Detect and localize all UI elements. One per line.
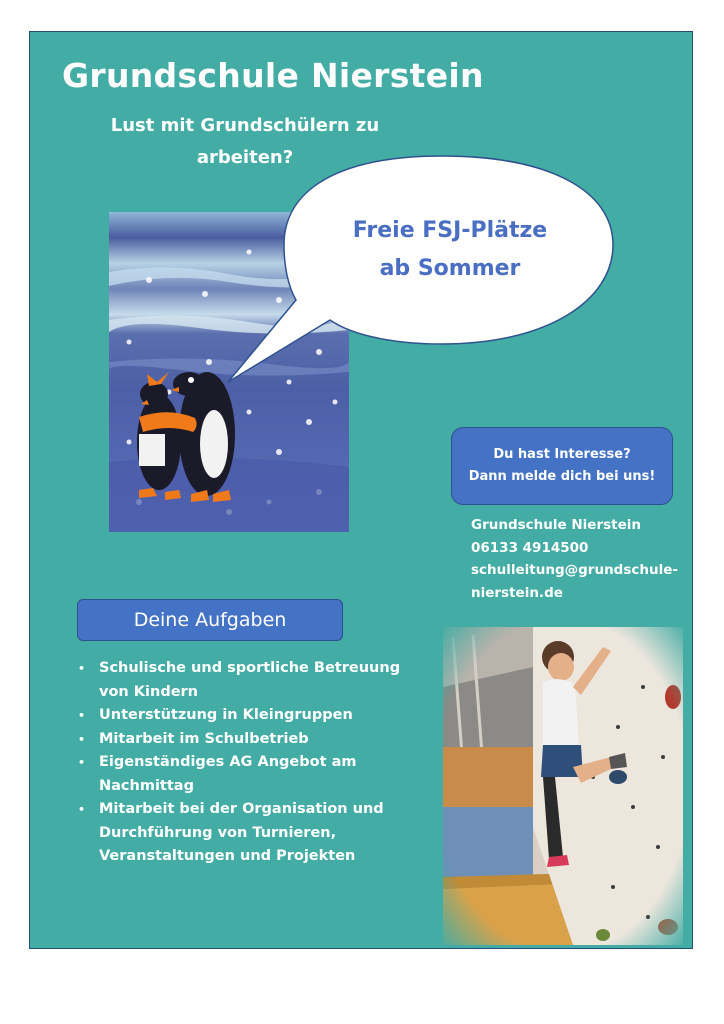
address-email-line-2[interactable]: nierstein.de xyxy=(471,584,563,601)
contact-line-2: Dann melde dich bei uns! xyxy=(468,469,656,484)
task-item xyxy=(78,657,418,704)
bullet-icon: • xyxy=(78,756,86,769)
task-item xyxy=(78,728,418,752)
bubble-line-1: Freie FSJ-Plätze xyxy=(352,218,548,243)
task-item xyxy=(78,751,418,798)
task-text: von Kindern xyxy=(99,683,199,700)
subtitle-line-2: arbeiten? xyxy=(196,147,294,168)
task-text: Mitarbeit im Schulbetrieb xyxy=(99,730,309,747)
address-email-line-1[interactable]: schulleitung@grundschule- xyxy=(471,562,678,578)
contact-callout-box xyxy=(451,427,673,505)
task-text: Nachmittag xyxy=(99,777,194,794)
address-phone: 06133 4914500 xyxy=(471,539,589,556)
bubble-line-2: ab Sommer xyxy=(379,256,521,281)
subtitle-line-1: Lust mit Grundschülern zu xyxy=(110,115,380,136)
bubble-text xyxy=(300,212,600,288)
page-title: Grundschule Nierstein xyxy=(62,56,484,95)
bullet-icon: • xyxy=(78,803,86,816)
climbing-wall-photo xyxy=(443,627,683,945)
task-text: Schulische und sportliche Betreuung xyxy=(99,660,401,676)
bullet-icon: • xyxy=(78,732,86,746)
task-item xyxy=(78,704,418,728)
contact-address xyxy=(471,514,678,604)
task-text: Unterstützung in Kleingruppen xyxy=(99,707,353,723)
task-text: Veranstaltungen und Projekten xyxy=(99,848,356,864)
tasks-header: Deine Aufgaben xyxy=(77,599,343,641)
contact-line-1: Du hast Interesse? xyxy=(493,447,631,462)
address-school-name: Grundschule Nierstein xyxy=(471,517,641,533)
bullet-icon: • xyxy=(78,662,86,675)
bullet-icon: • xyxy=(78,709,86,722)
task-text: Eigenständiges AG Angebot am xyxy=(99,754,357,770)
tasks-list xyxy=(78,657,418,869)
task-text: Durchführung von Turnieren, xyxy=(99,824,337,841)
task-text: Mitarbeit bei der Organisation und xyxy=(99,801,384,817)
task-item xyxy=(78,798,418,869)
